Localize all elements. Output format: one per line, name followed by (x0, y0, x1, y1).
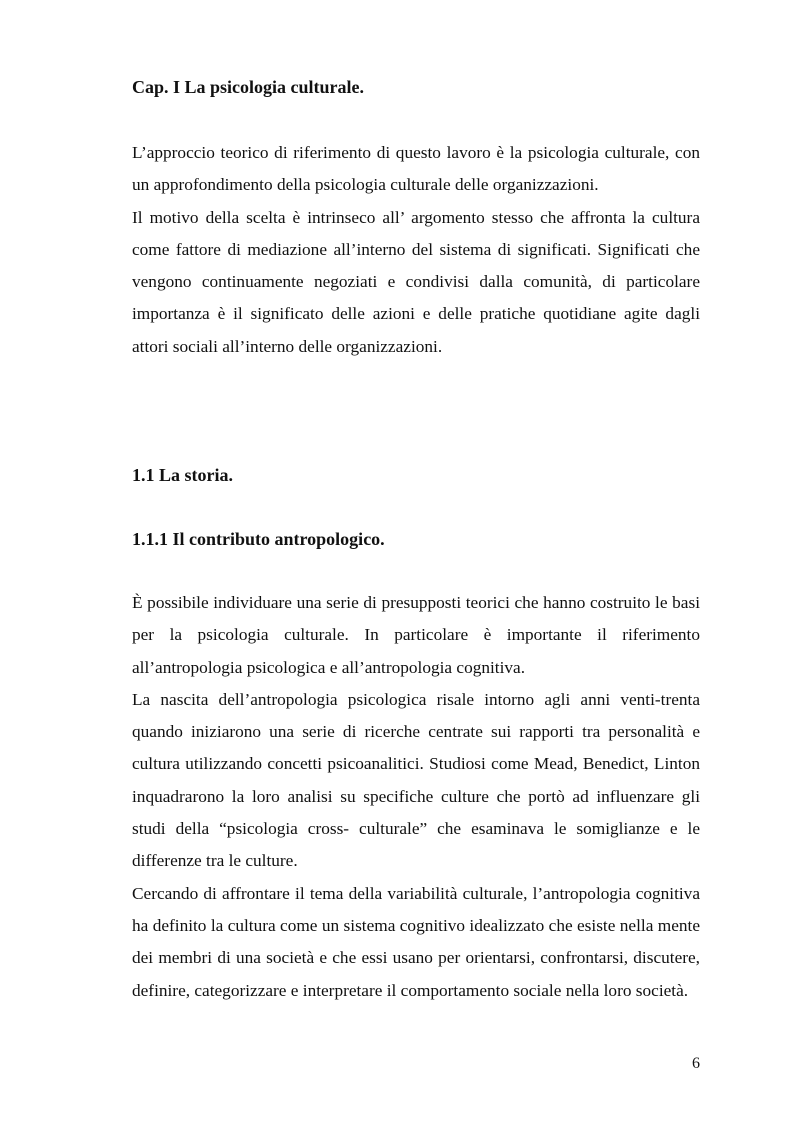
subsection-title: 1.1.1 Il contributo antropologico. (132, 529, 385, 549)
intro-paragraph: L’approccio teorico di riferimento di questo lavoro è la psicologia culturale, con un approfondimento della psicologia culturale delle organizzazioni. (132, 143, 700, 195)
body-paragraph: È possibile individuare una serie di presupposti teorici che hanno costruito le basi per la psicologia culturale. In particolare è importante il riferimento all’antropologia psicologica e all’antropologia cognitiva. (132, 593, 700, 677)
body-paragraph: Cercando di affrontare il tema della variabilità culturale, l’antropologia cognitiva ha definito la cultura come un sistema cognitivo idealizzato che esiste nella mente dei membri di una società e che essi usano per orientarsi, confrontarsi, discutere, definire, categorizzare e interpretare il comportamento sociale nella loro società. (132, 883, 700, 1000)
section-title: 1.1 La storia. (132, 465, 233, 485)
section-heading (132, 464, 700, 486)
intro-paragraph: Il motivo della scelta è intrinseco all’ argomento stesso che affronta la cultura come fattore di mediazione all’interno del sistema di significati. Significati che vengono continuamente negoziati e condivisi dalla comunità, di particolare importanza è il significato delle azioni e delle pratiche quotidiane agite dagli attori sociali all’interno delle organizzazioni. (132, 207, 700, 356)
page-number: 6 (692, 1055, 700, 1072)
intro-section (132, 137, 700, 363)
subsection-heading (132, 528, 700, 550)
body-section (132, 587, 700, 1007)
chapter-title: Cap. I La psicologia culturale. (132, 77, 365, 97)
body-paragraph: La nascita dell’antropologia psicologica risale intorno agli anni venti-trenta quando iniziarono una serie di ricerche centrate sui rapporti tra personalità e cultura utilizzando concetti psicoanalitici. Studiosi come Mead, Benedict, Linton inquadrarono la loro analisi su specifiche culture che portò ad influenzare gli studi della “psicologia cross- culturale” che esaminava le somiglianze e le differenze tra le culture. (132, 689, 700, 871)
chapter-heading (132, 76, 700, 98)
